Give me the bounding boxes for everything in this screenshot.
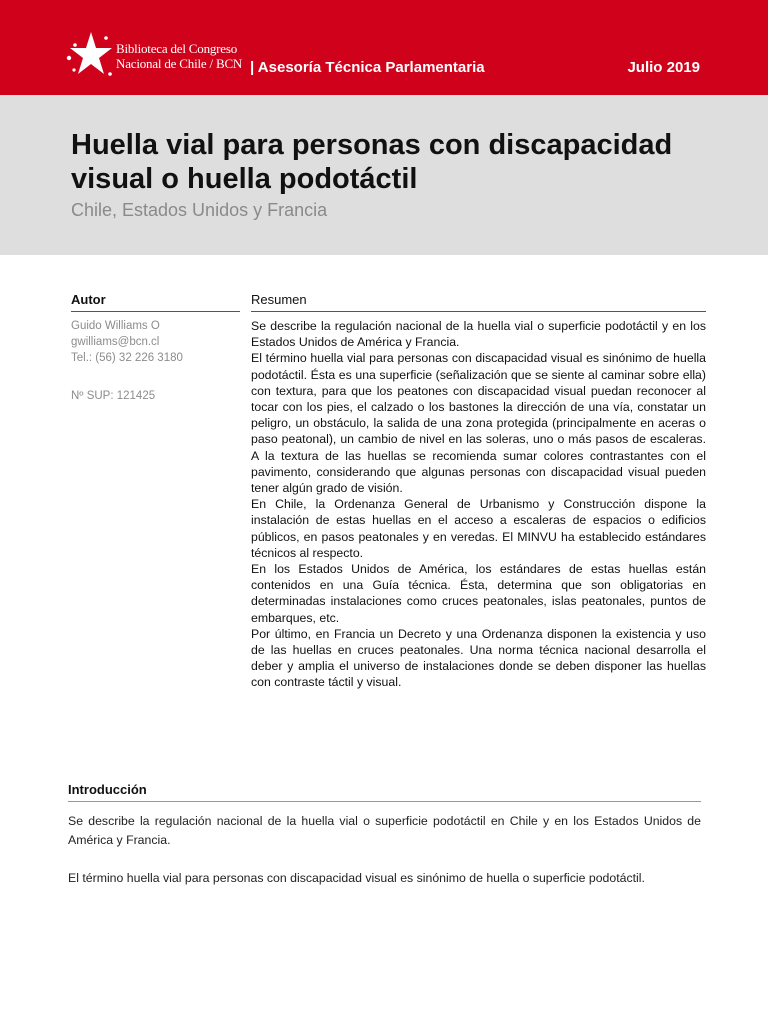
summary-paragraph: Por último, en Francia un Decreto y una Ordenanza disponen la existencia y uso de las huellas en cruces peatonales. Una norma técnica nacional desarrolla el deber y amplia el universo de instalaciones donde se deben disponer las huellas con contraste táctil y visual. bbox=[251, 626, 706, 690]
unit-name: | Asesoría Técnica Parlamentaria bbox=[250, 59, 485, 76]
institution-name bbox=[116, 41, 242, 71]
introduction-paragraph: El término huella vial para personas con discapacidad visual es sinónimo de huella o superficie podotáctil. bbox=[68, 871, 645, 885]
summary-paragraph: El término huella vial para personas con discapacidad visual es sinónimo de huella podotáctil. Ésta es una superficie (señalización que se siente al caminar sobre ella) con textura, para que los peatones con discapacidad visual puedan reconocer al tocar con los pies, el calzado o los bastones la dirección de una vía, constatar un peligro, un obstáculo, la salida de una zona protegida (principalmente en aceras o paso peatonal), un cambio de nivel en las soleras, uno o más pasos de escaleras. A la textura de las huellas se recomienda sumar colores contrastantes con el pavimento, considerando que algunas personas con discapacidad visual pueden tener algún grado de visión. bbox=[251, 351, 706, 496]
bcn-star-logo-icon bbox=[66, 30, 114, 80]
introduction-paragraph: Se describe la regulación nacional de la huella vial o superficie podotáctil en Chile y en los Estados Unidos de América y Francia. bbox=[68, 814, 701, 847]
author-heading: Autor bbox=[71, 292, 240, 312]
summary-column bbox=[251, 292, 706, 691]
introduction-heading: Introducción bbox=[68, 782, 701, 802]
document-subtitle: Chile, Estados Unidos y Francia bbox=[71, 200, 328, 220]
document-title: Huella vial para personas con discapacidad visual o huella podotáctil bbox=[71, 129, 673, 195]
sup-number: Nº SUP: 121425 bbox=[71, 390, 156, 402]
summary-paragraph: Se describe la regulación nacional de la huella vial o superficie podotáctil y en los Estados Unidos de América y Francia. bbox=[251, 319, 706, 350]
summary-heading: Resumen bbox=[251, 292, 706, 312]
author-email: gwilliams@bcn.cl bbox=[71, 336, 160, 348]
summary-paragraph: En los Estados Unidos de América, los estándares de estas huellas están contenidos en una Guía técnica. Ésta, determina que son obligatorias en determinadas instalaciones como cruces peatonales, islas peatonales, puntos de embarques, etc. bbox=[251, 562, 706, 625]
institution-line-1: Biblioteca del Congreso bbox=[116, 41, 238, 56]
author-column bbox=[71, 292, 240, 404]
introduction-section bbox=[68, 782, 701, 888]
author-details bbox=[71, 318, 240, 404]
author-name: Guido Williams O bbox=[71, 320, 160, 332]
header-bar bbox=[0, 0, 768, 95]
summary-paragraph: En Chile, la Ordenanza General de Urbanismo y Construcción dispone la instalación de estas huellas en el acceso a escaleras de espacios o edificios públicos, en pasos peatonales y en veredas. El MINVU ha establecido estándares técnicos al respecto. bbox=[251, 497, 706, 560]
author-phone: Tel.: (56) 32 226 3180 bbox=[71, 352, 183, 364]
summary-text bbox=[251, 318, 706, 691]
publication-date: Julio 2019 bbox=[627, 59, 700, 76]
institution-line-2: Nacional de Chile / BCN bbox=[116, 56, 243, 71]
